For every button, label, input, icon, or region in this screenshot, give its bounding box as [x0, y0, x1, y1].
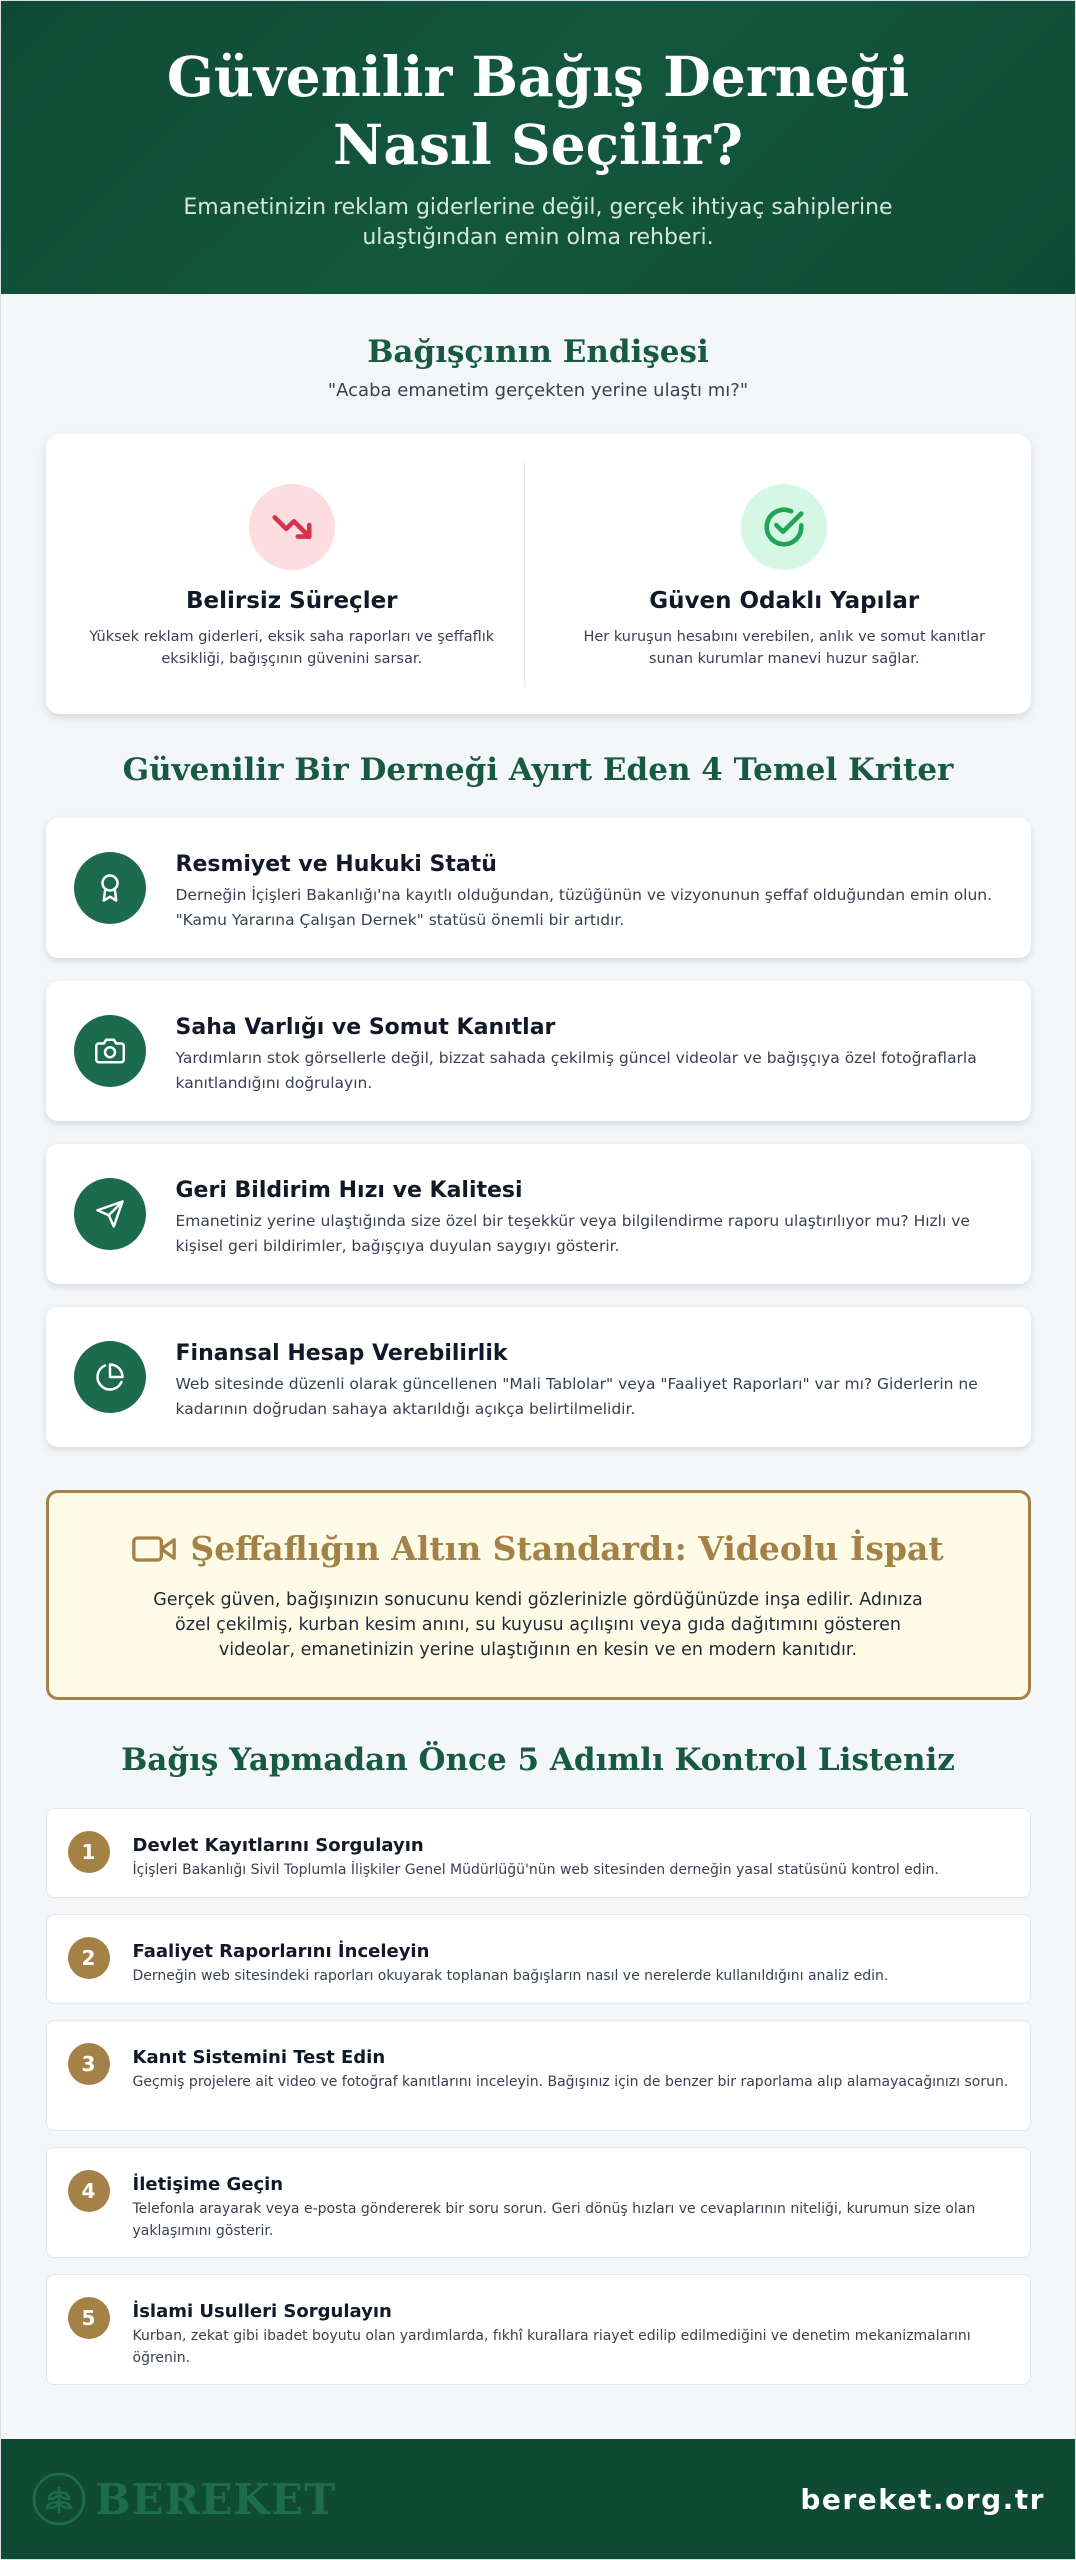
- check-circle-icon: [741, 484, 827, 570]
- gold-standard-box: [46, 1490, 1031, 1700]
- concern-left-title: Belirsiz Süreçler: [185, 588, 398, 614]
- logo-emblem-icon: [31, 2471, 87, 2527]
- step-number: 4: [68, 2170, 110, 2212]
- hero-header: [1, 1, 1075, 294]
- criteria-card: [46, 1144, 1031, 1284]
- criteria-card-title: Finansal Hesap Verebilirlik: [175, 1341, 508, 1366]
- concern-left-text: Yüksek reklam giderleri, eksik saha raporları ve şeffaflık eksikliği, bağışçının güvenini sarsar.: [89, 629, 495, 667]
- divider: [524, 462, 525, 686]
- checklist-item: [46, 2147, 1031, 2258]
- criteria-card: [46, 981, 1031, 1121]
- concern-uncertain: [46, 434, 539, 714]
- step-number: 5: [68, 2297, 110, 2339]
- logo-text: BEREKET: [95, 2474, 337, 2524]
- website-url[interactable]: bereket.org.tr: [800, 2482, 1045, 2516]
- gold-standard-title: Şeffaflığın Altın Standardı: Videolu İspat: [190, 1529, 944, 1568]
- step-title: Devlet Kayıtlarını Sorgulayın: [132, 1835, 424, 1856]
- concern-card: [46, 434, 1031, 714]
- criteria-card-text: Derneğin İçişleri Bakanlığı'na kayıtlı olduğundan, tüzüğünün ve vizyonunun şeffaf olduğundan emin olun. "Kamu Yararına Çalışan Dernek" statüsü önemli bir artıdır.: [175, 886, 993, 929]
- criteria-section: [1, 714, 1075, 1447]
- criteria-card-text: Emanetiniz yerine ulaştığında size özel bir teşekkür veya bilgilendirme raporu ulaştırılıyor mu? Hızlı ve kişisel geri bildirimler, bağışçıya duyulan saygıyı gösterir.: [175, 1212, 970, 1255]
- step-text: Telefonla arayarak veya e-posta göndererek bir soru sorun. Geri dönüş hızları ve cevaplarının niteliği, kurumun size olan yaklaşımını gösterir.: [132, 2201, 976, 2239]
- brand-logo: [31, 2471, 336, 2527]
- send-icon: [74, 1178, 146, 1250]
- video-icon: [132, 1532, 176, 1566]
- pie-chart-icon: [74, 1341, 146, 1413]
- concern-right-title: Güven Odaklı Yapılar: [649, 588, 920, 614]
- concern-section: [1, 294, 1075, 714]
- step-text: Kurban, zekat gibi ibadet boyutu olan yardımlarda, fıkhî kurallara riayet edilip edilmediğini ve denetim mekanizmalarını öğrenin.: [132, 2328, 971, 2366]
- criteria-card-title: Saha Varlığı ve Somut Kanıtlar: [175, 1015, 556, 1040]
- criteria-card-text: Yardımların stok görsellerle değil, bizzat sahada çekilmiş güncel videolar ve bağışçıya özel fotoğraflarla kanıtlandığını doğrulayın.: [175, 1049, 977, 1092]
- step-title: Faaliyet Raporlarını İnceleyin: [132, 1941, 430, 1962]
- gold-standard-heading: [49, 1529, 1028, 1568]
- criteria-card-title: Geri Bildirim Hızı ve Kalitesi: [175, 1178, 523, 1203]
- footer: [1, 2439, 1075, 2559]
- concern-trust: [538, 434, 1031, 714]
- gold-standard-text: Gerçek güven, bağışınızın sonucunu kendi gözlerinizle gördüğünüzde inşa edilir. Adınıza özel çekilmiş, kurban kesim anını, su kuyusu açılışını veya gıda dağıtımını gösteren videolar, emanetinizin yerine ulaştığının en kesin ve en modern kanıtıdır.: [153, 1590, 923, 1660]
- trending-down-icon: [249, 484, 335, 570]
- step-number: 3: [68, 2043, 110, 2085]
- checklist: [1, 1808, 1075, 2385]
- award-icon: [74, 852, 146, 924]
- page-subtitle: Emanetinizin reklam giderlerine değil, gerçek ihtiyaç sahiplerine ulaştığından emin olma rehberi.: [183, 195, 893, 250]
- concern-title: Bağışçının Endişesi: [367, 334, 709, 370]
- criteria-card-text: Web sitesinde düzenli olarak güncellenen "Mali Tablolar" veya "Faaliyet Raporları" var mı? Giderlerin ne kadarının doğrudan sahaya aktarıldığı açıkça belirtilmelidir.: [175, 1375, 978, 1418]
- criteria-card: [46, 818, 1031, 958]
- checklist-item: [46, 2020, 1031, 2131]
- concern-right-text: Her kuruşun hesabını verebilen, anlık ve somut kanıtlar sunan kurumlar manevi huzur sağlar.: [583, 629, 986, 667]
- step-number: 1: [68, 1831, 110, 1873]
- step-text: Geçmiş projelere ait video ve fotoğraf kanıtlarını inceleyin. Bağışınız için de benzer bir raporlama alıp alamayacağınızı sorun.: [132, 2074, 1009, 2090]
- criteria-card: [46, 1307, 1031, 1447]
- checklist-item: [46, 2274, 1031, 2385]
- step-text: İçişleri Bakanlığı Sivil Toplumla İlişkiler Genel Müdürlüğü'nün web sitesinden derneğin yasal statüsünü kontrol edin.: [132, 1862, 939, 1878]
- step-title: Kanıt Sistemini Test Edin: [132, 2047, 386, 2068]
- checklist-item: [46, 1914, 1031, 2004]
- step-number: 2: [68, 1937, 110, 1979]
- camera-icon: [74, 1015, 146, 1087]
- checklist-section: [1, 1700, 1075, 2385]
- page-title: Güvenilir Bağış Derneği Nasıl Seçilir?: [166, 44, 910, 177]
- criteria-card-title: Resmiyet ve Hukuki Statü: [175, 852, 497, 877]
- concern-quote: "Acaba emanetim gerçekten yerine ulaştı mı?": [327, 380, 749, 401]
- step-title: İletişime Geçin: [132, 2174, 284, 2195]
- criteria-list: [1, 818, 1075, 1447]
- checklist-title: Bağış Yapmadan Önce 5 Adımlı Kontrol Listeniz: [121, 1742, 955, 1778]
- step-title: İslami Usulleri Sorgulayın: [132, 2301, 392, 2322]
- step-text: Derneğin web sitesindeki raporları okuyarak toplanan bağışların nasıl ve nerelerde kullanıldığını analiz edin.: [132, 1968, 889, 1984]
- checklist-item: [46, 1808, 1031, 1898]
- criteria-title: Güvenilir Bir Derneği Ayırt Eden 4 Temel Kriter: [122, 752, 954, 788]
